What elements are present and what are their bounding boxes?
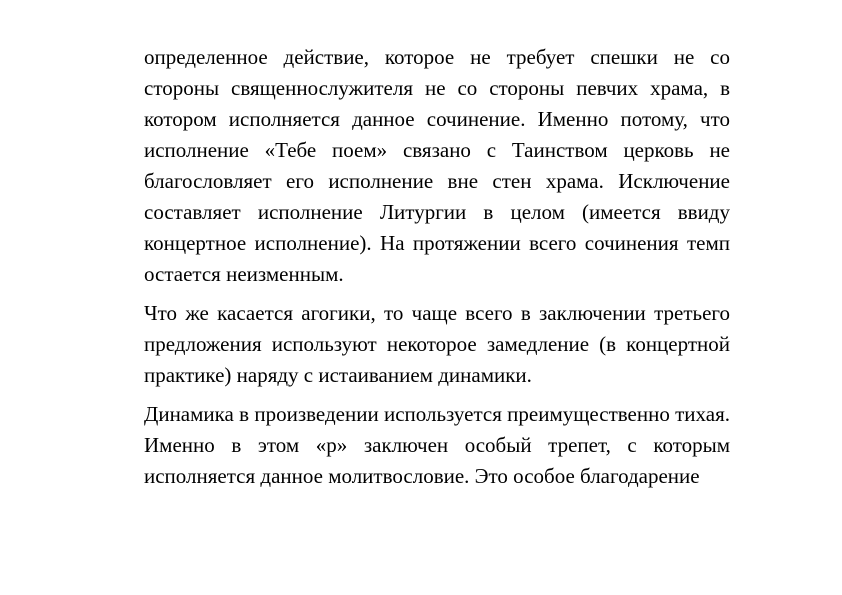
- paragraph-tempo: определенное действие, которое не требует спешки не со стороны священнослужителя не со стороны певчих храма, в котором исполняется данное сочинение. Именно потому, что исполнение «Тебе поем» связано с Таинством церковь не благословляет его исполнение вне стен храма. Исключение составляет исполнение Литургии в целом (имеется ввиду концертное исполнение). На протяжении всего сочинения темп остается неизменным.: [144, 45, 730, 286]
- paragraph-dynamics: Динамика в произведении используется преимущественно тихая. Именно в этом «p» заключен особый трепет, с которым исполняется данное молитвословие. Это особое благодарение: [144, 402, 730, 488]
- paragraph-agogics: Что же касается агогики, то чаще всего в заключении третьего предложения используют некоторое замедление (в концертной практике) наряду с истаиванием динамики.: [144, 301, 730, 387]
- body-text: [144, 42, 730, 500]
